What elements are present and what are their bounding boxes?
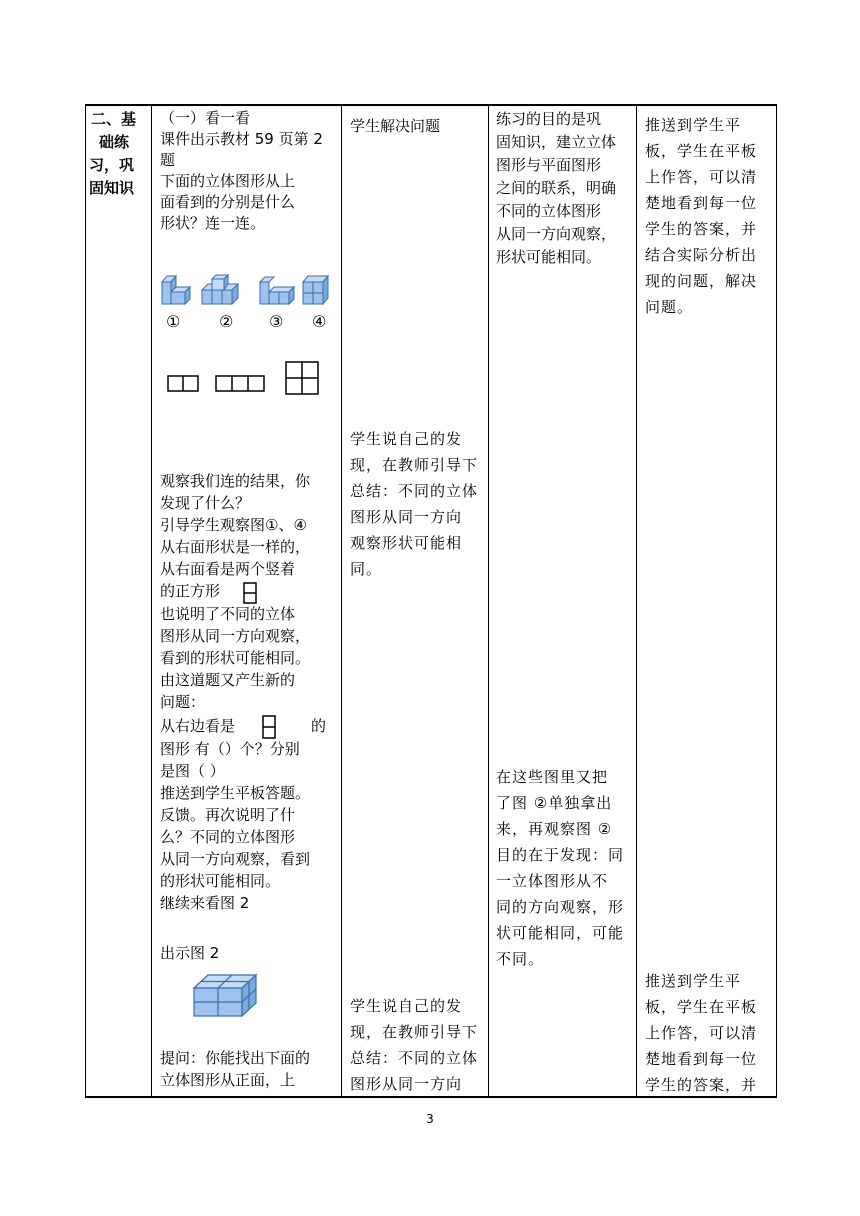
teacher-line: 看到的形状可能相同。 — [160, 649, 311, 667]
teacher-line: 图形 有（）个？分别 — [160, 740, 300, 758]
cube-figure-3 — [260, 277, 294, 304]
student-line: 现，在教师引导下 — [350, 456, 479, 474]
teacher-line: 发现了什么？ — [160, 494, 251, 512]
top-view-shapes — [166, 360, 326, 400]
tech-line: 板，学生在平板 — [645, 142, 758, 160]
teacher-line: 么？不同的立体图形 — [160, 828, 296, 846]
design-line: 同的方向观察，形 — [496, 898, 625, 916]
tech-line: 推送到学生平 — [645, 972, 742, 990]
teacher-line: 图形从同一方向观察， — [160, 627, 311, 645]
section-title-cell — [86, 106, 151, 1096]
student-line: 学生说自己的发 — [350, 997, 463, 1015]
teacher-line: 的 — [311, 717, 327, 735]
teacher-line: 提问：你能找出下面的 — [160, 1049, 311, 1067]
design-line: 不同。 — [496, 950, 545, 968]
teacher-line: 出示图 2 — [160, 944, 220, 962]
design-line: 一立体图形从不 — [496, 872, 609, 890]
top-view-two-squares — [168, 376, 198, 391]
student-activity-cell — [342, 106, 488, 1096]
student-line: 总结：不同的立体 — [350, 1049, 479, 1067]
student-line: 学生解决问题 — [350, 117, 441, 135]
teacher-line: 由这道题又产生新的 — [160, 671, 296, 689]
teacher-line: 反馈。再次说明了什 — [160, 806, 296, 824]
tech-line: 学生的答案，并 — [645, 1076, 758, 1094]
design-line: 状可能相同，可能 — [496, 924, 625, 942]
teacher-line: 从右面看是两个竖着 — [160, 560, 296, 578]
student-line: 图形从同一方向 — [350, 508, 463, 526]
teacher-line: 观察我们连的结果，你 — [160, 472, 311, 490]
teacher-activity-cell — [152, 106, 341, 1096]
teacher-line: 从右边看是 — [160, 717, 236, 735]
student-line: 学生说自己的发 — [350, 430, 463, 448]
design-line: 固知识，建立立体 — [496, 133, 617, 151]
student-line: 总结：不同的立体 — [350, 482, 479, 500]
teacher-line: 课件出示教材 59 页第 2 — [160, 130, 323, 148]
student-line: 同。 — [350, 560, 383, 578]
design-line: 图形与平面图形 — [496, 156, 602, 174]
teacher-line: 的正方形 — [160, 582, 221, 600]
section-title-line: 础练 — [99, 133, 130, 151]
cube-figure-1 — [162, 276, 190, 304]
vertical-squares-icon — [243, 582, 257, 604]
tech-line: 上作答，可以清 — [645, 1024, 758, 1042]
teacher-line: 引导学生观察图①、④ — [160, 516, 307, 534]
tech-line: 楚地看到每一位 — [645, 194, 758, 212]
teacher-line: 题 — [160, 151, 176, 169]
tech-line: 推送到学生平 — [645, 116, 742, 134]
teacher-line: 推送到学生平板答题。 — [160, 784, 311, 802]
teacher-line: 继续来看图 2 — [160, 894, 250, 912]
teacher-line: 问题： — [160, 693, 206, 711]
teacher-line: 也说明了不同的立体 — [160, 605, 296, 623]
tech-line: 楚地看到每一位 — [645, 1050, 758, 1068]
teacher-line: 立体图形从正面，上 — [160, 1071, 296, 1089]
cube-figures — [160, 272, 330, 307]
student-line: 观察形状可能相 — [350, 534, 463, 552]
tech-line: 结合实际分析出 — [645, 246, 758, 264]
tech-use-cell — [637, 106, 775, 1096]
teacher-line: 下面的立体图形从上 — [160, 172, 296, 190]
teacher-line: 面看到的分别是什么 — [160, 193, 296, 211]
design-intent-cell — [489, 106, 636, 1096]
teacher-line: （一）看一看 — [160, 109, 251, 127]
section-title-line: 固知识 — [89, 179, 135, 197]
tech-line: 上作答，可以清 — [645, 168, 758, 186]
shape-label: ④ — [312, 312, 327, 331]
design-line: 了图 ②单独拿出 — [496, 794, 613, 812]
design-line: 练习的目的是巩 — [496, 110, 602, 128]
teacher-line: 从右面形状是一样的， — [160, 538, 311, 556]
section-title-line: 习，巩 — [89, 156, 135, 174]
student-line: 图形从同一方向 — [350, 1075, 463, 1093]
design-line: 在这些图里又把 — [496, 768, 609, 786]
teacher-line: 是图（ ） — [160, 762, 225, 780]
design-line: 从同一方向观察， — [496, 225, 617, 243]
design-line: 来，再观察图 ② — [496, 820, 613, 838]
design-line: 不同的立体图形 — [496, 202, 602, 220]
figure-2-cube — [192, 972, 262, 1020]
top-view-three-squares — [216, 376, 264, 391]
cube-figure-2 — [202, 275, 238, 304]
design-line: 目的在于发现：同 — [496, 846, 625, 864]
design-line: 之间的联系，明确 — [496, 179, 617, 197]
section-title-line: 二、基 — [91, 110, 137, 128]
shape-label: ② — [219, 312, 234, 331]
tech-line: 问题。 — [645, 298, 694, 316]
tech-line: 学生的答案，并 — [645, 220, 758, 238]
teacher-line: 从同一方向观察，看到 — [160, 850, 311, 868]
page-number: 3 — [426, 1112, 434, 1126]
teacher-line: 的形状可能相同。 — [160, 872, 281, 890]
design-line: 形状可能相同。 — [496, 248, 602, 266]
cube-figure-4 — [303, 276, 328, 304]
tech-line: 板，学生在平板 — [645, 998, 758, 1016]
top-view-four-squares — [286, 362, 318, 394]
student-line: 现，在教师引导下 — [350, 1023, 479, 1041]
shape-label: ③ — [269, 312, 284, 331]
teacher-line: 形状？连一连。 — [160, 214, 266, 232]
shape-label: ① — [166, 312, 181, 331]
vertical-squares-icon — [262, 715, 276, 739]
lesson-table — [85, 104, 777, 1098]
tech-line: 现的问题，解决 — [645, 272, 758, 290]
